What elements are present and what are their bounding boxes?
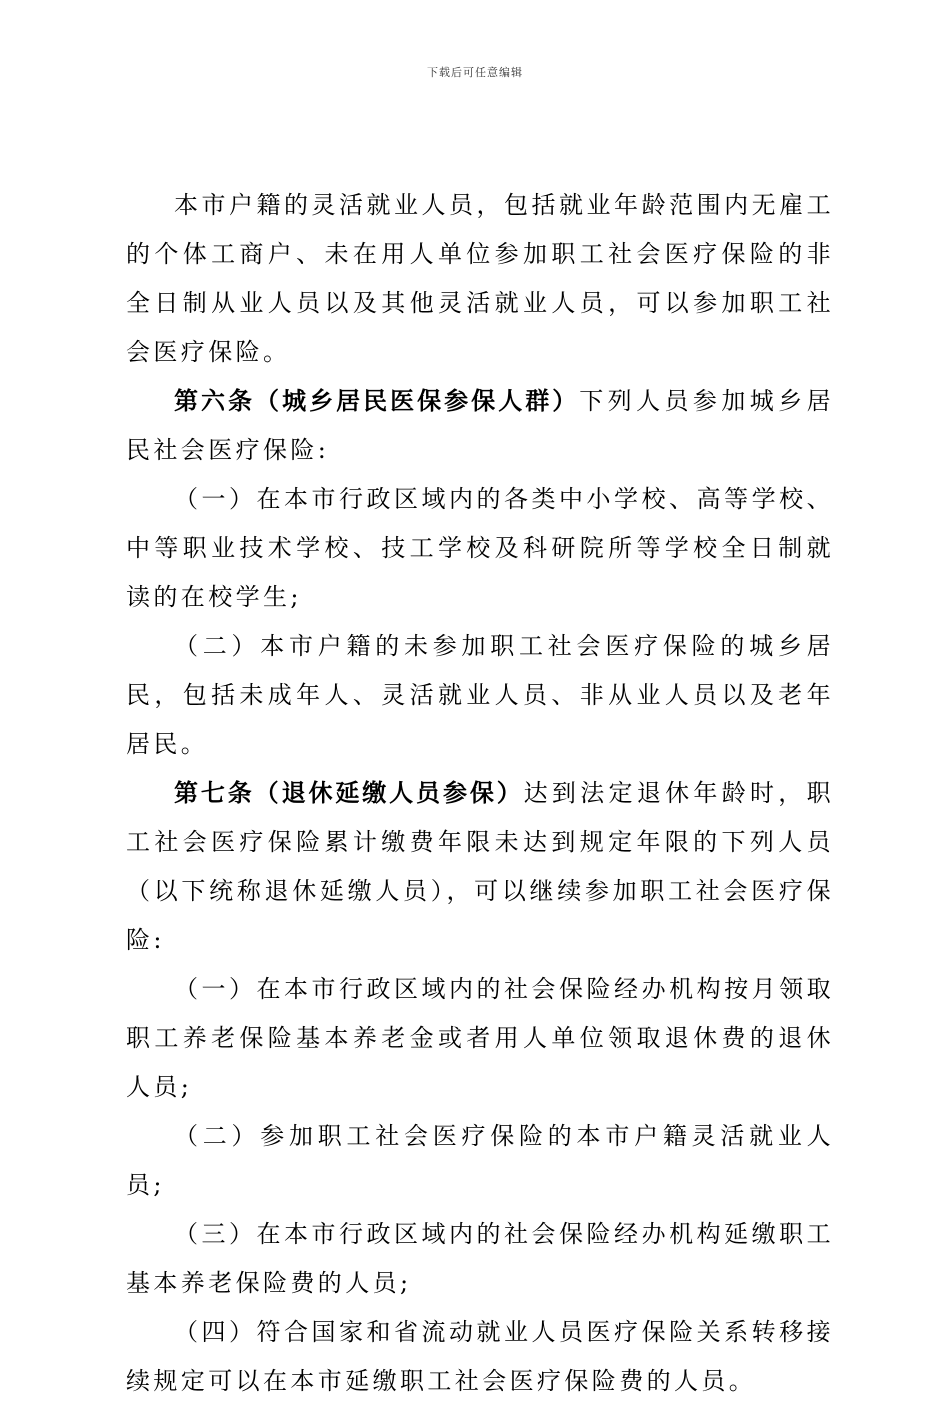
document-body: [126, 181, 834, 1406]
paragraph-text: 达到法定退休年龄时，职工社会医疗保险累计缴费年限未达到规定年限的下列人员（以下统称退休延缴人员），可以继续参加职工社会医疗保险:: [126, 779, 834, 954]
paragraph-text: （二）本市户籍的未参加职工社会医疗保险的城乡居民，包括未成年人、灵活就业人员、非从业人员以及老年居民。: [126, 632, 834, 758]
paragraph-text: 下列人员参加城乡居民社会医疗保险:: [126, 387, 835, 464]
article-6-item-1: [126, 475, 834, 622]
article-7-item-3: [126, 1210, 834, 1308]
paragraph-text: 本市户籍的灵活就业人员，包括就业年龄范围内无雇工的个体工商户、未在用人单位参加职工社会医疗保险的非全日制从业人员以及其他灵活就业人员，可以参加职工社会医疗保险。: [126, 191, 834, 366]
paragraph-flexible-employment: [126, 181, 834, 377]
article-6-item-2: [126, 622, 834, 769]
paragraph-text: （一）在本市行政区域内的各类中小学校、高等学校、中等职业技术学校、技工学校及科研院所等学校全日制就读的在校学生;: [126, 485, 834, 611]
article-7-item-4: [126, 1308, 834, 1406]
header-note: 下载后可任意编辑: [427, 66, 523, 79]
article-7: [126, 769, 834, 965]
article-7-item-1: [126, 965, 834, 1112]
article-7-heading: 第七条（退休延缴人员参保）: [174, 779, 524, 807]
article-6: [126, 377, 834, 475]
paragraph-text: （一）在本市行政区域内的社会保险经办机构按月领取职工养老保险基本养老金或者用人单位领取退休费的退休人员;: [126, 975, 834, 1101]
paragraph-text: （四）符合国家和省流动就业人员医疗保险关系转移接续规定可以在本市延缴职工社会医疗保险费的人员。: [126, 1318, 834, 1395]
paragraph-text: （三）在本市行政区域内的社会保险经办机构延缴职工基本养老保险费的人员;: [126, 1220, 834, 1297]
article-6-heading: 第六条（城乡居民医保参保人群）: [174, 387, 580, 415]
article-7-item-2: [126, 1112, 834, 1210]
paragraph-text: （二）参加职工社会医疗保险的本市户籍灵活就业人员;: [126, 1122, 834, 1199]
